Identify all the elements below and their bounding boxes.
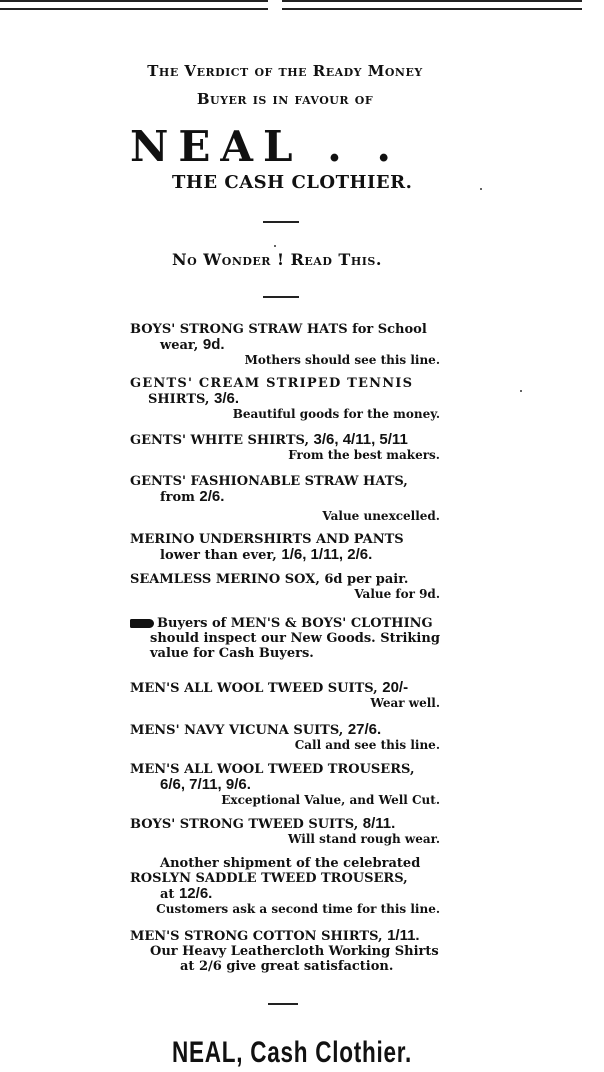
top-rule-left <box>0 0 268 10</box>
item-price: 20/- <box>382 679 409 696</box>
list-item <box>130 722 440 753</box>
item-note: Value unexcelled. <box>322 509 440 523</box>
item-price: 6/6, 7/11, 9/6. <box>160 776 251 793</box>
item-title: MEN'S ALL WOOL TWEED SUITS, <box>130 681 378 696</box>
list-item <box>130 376 440 422</box>
item-title: MERINO UNDERSHIRTS AND PANTS <box>130 532 404 547</box>
item-note: From the best makers. <box>288 448 440 462</box>
divider <box>268 1003 298 1005</box>
item-note: Call and see this line. <box>294 738 440 752</box>
item-price: 12/6. <box>178 885 213 902</box>
list-item <box>130 432 440 463</box>
item-detail: at 2/6 give great satisfaction. <box>180 959 394 974</box>
item-title: Buyers of MEN'S & BOYS' CLOTHING <box>157 616 433 631</box>
list-item <box>130 322 440 368</box>
item-price: 9d. <box>202 336 225 353</box>
pointing-hand-icon <box>130 619 154 628</box>
footer-signature: NEAL, Cash Clothier. <box>172 1036 413 1069</box>
item-note: Beautiful goods for the money. <box>232 407 440 421</box>
item-detail: lower than ever, <box>160 548 277 563</box>
list-item <box>130 762 440 808</box>
item-price: 1/11. <box>387 927 420 944</box>
item-title: MEN'S STRONG COTTON SHIRTS, <box>130 929 383 944</box>
item-detail: from <box>160 490 195 505</box>
item-note: Exceptional Value, and Well Cut. <box>221 793 440 807</box>
print-speck <box>480 188 482 190</box>
no-wonder-heading: No Wonder ! Read This. <box>172 250 382 269</box>
item-detail: at <box>160 887 175 902</box>
item-title: BOYS' STRONG TWEED SUITS, <box>130 817 359 832</box>
item-note: Mothers should see this line. <box>244 353 440 367</box>
top-rule-right <box>282 0 582 10</box>
verdict-line-2: Buyer is in favour of <box>196 90 374 108</box>
item-detail: should inspect our New Goods. Striking <box>150 631 440 646</box>
item-title: BOYS' STRONG STRAW HATS for School <box>130 322 427 337</box>
item-price: 27/6. <box>347 721 382 738</box>
list-item <box>130 572 440 602</box>
list-item <box>130 928 440 974</box>
item-detail: SHIRTS, <box>148 392 210 407</box>
list-item <box>130 616 440 661</box>
item-title: SEAMLESS MERINO SOX, 6d per pair. <box>130 572 409 587</box>
item-note: Customers ask a second time for this line. <box>156 902 440 916</box>
brand-heading: NEAL . . <box>130 122 402 171</box>
item-price: 3/6. <box>213 390 240 407</box>
item-title: GENTS' FASHIONABLE STRAW HATS, <box>130 474 408 489</box>
item-title: MEN'S ALL WOOL TWEED TROUSERS, <box>130 762 415 777</box>
item-price: 2/6. <box>199 488 225 505</box>
divider <box>263 221 299 223</box>
item-title: GENTS' WHITE SHIRTS, <box>130 433 309 448</box>
print-speck <box>274 245 276 247</box>
item-title: GENTS' CREAM STRIPED TENNIS <box>130 376 414 391</box>
item-note: Will stand rough wear. <box>288 832 440 846</box>
item-price: 1/6, 1/11, 2/6. <box>281 546 373 563</box>
item-note: Value for 9d. <box>354 587 440 601</box>
divider <box>263 296 299 298</box>
item-price: 3/6, 4/11, 5/11 <box>313 431 408 448</box>
tagline: THE CASH CLOTHIER. <box>172 172 413 193</box>
list-item <box>130 680 440 711</box>
item-title: MENS' NAVY VICUNA SUITS, <box>130 723 344 738</box>
item-detail: wear, <box>160 338 199 353</box>
list-item <box>130 816 440 847</box>
item-price: 8/11. <box>362 815 396 832</box>
item-note: Wear well. <box>370 696 440 710</box>
print-speck <box>520 390 522 392</box>
item-title: ROSLYN SADDLE TWEED TROUSERS, <box>130 871 408 886</box>
item-intro: Another shipment of the celebrated <box>160 856 421 871</box>
list-item <box>130 856 440 917</box>
item-detail: value for Cash Buyers. <box>150 646 314 661</box>
list-item <box>130 474 440 524</box>
list-item <box>130 532 440 563</box>
item-detail: Our Heavy Leathercloth Working Shirts <box>150 944 439 959</box>
verdict-line-1: The Verdict of the Ready Money <box>147 62 423 80</box>
